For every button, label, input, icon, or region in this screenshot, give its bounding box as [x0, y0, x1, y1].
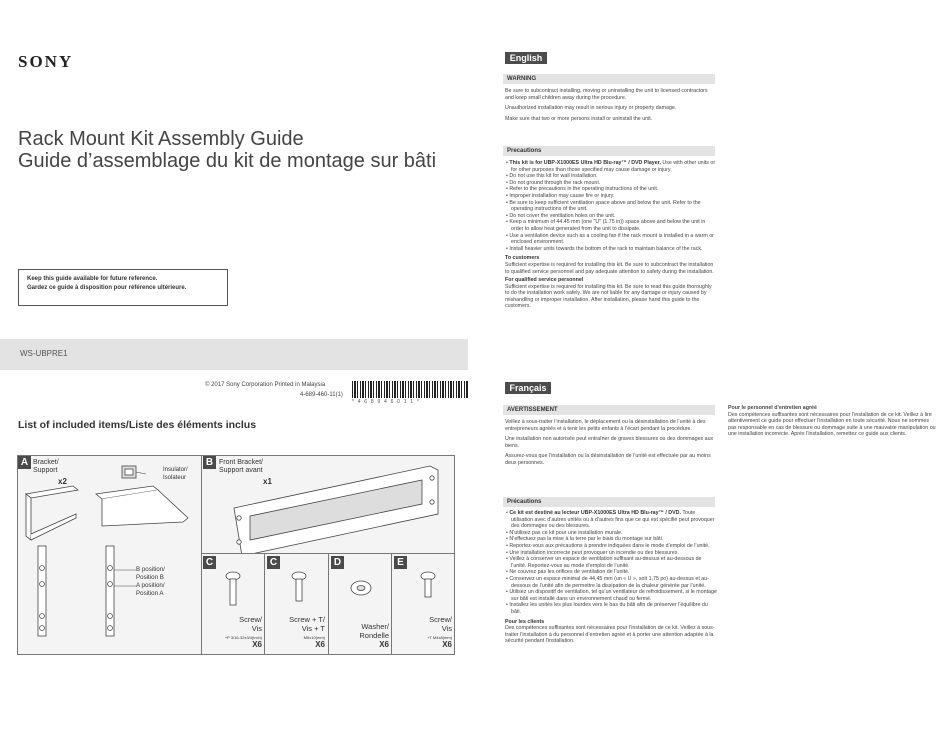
english-label: English	[505, 52, 547, 64]
part-c2-letter: C	[267, 556, 280, 569]
en-warning-text	[505, 88, 717, 126]
francais-label: Français	[505, 382, 551, 394]
part-e-name: Screw/ Vis	[429, 615, 452, 633]
fr-warning-1: Veillez à sous-traiter l’installation, le déplacement ou la désinstallation de l’unité à des entrepreneurs agréés et à tenir les petits enfants à l’écart pendant la procédure.	[505, 419, 706, 432]
barcode-text: * 4 6 8 9 4 6 0 1 1 *	[352, 399, 421, 405]
fr-personnel-block	[728, 405, 938, 438]
part-e-spec: +T M4x8(mm)	[427, 635, 452, 640]
en-precaution-item: • Keep a minimum of 44.45 mm (one "U" (1.75 in)) space above and below the unit in order to allow heat generated from the unit to dissipate.	[506, 219, 706, 232]
en-warning-title: WARNING	[503, 74, 715, 84]
fr-precaution-item: • Ne couvrez pas les orifices de ventilation de l’unité.	[506, 569, 630, 576]
screw-icon	[218, 570, 248, 610]
en-qualified-text: Sufficient expertise is required for installing this kit. Be sure to read this guide thoroughly to do the installation work safely. We are not liable for any damage or injury caused by mishandling or improper installation. After installation, please hand this guide to the customers.	[505, 283, 712, 310]
position-labels: B position/ Position B A position/ Position A	[136, 566, 165, 597]
part-b-qty: x1	[263, 477, 272, 486]
keep-guide-note	[18, 269, 228, 306]
part-a-name: Bracket/ Support	[33, 459, 59, 474]
fr-precautions-text	[505, 510, 717, 645]
sony-logo: SONY	[18, 52, 74, 71]
en-precaution-item: • Do not use this kit for wall installation.	[506, 173, 598, 180]
fr-personnel-text: Des compétences suffisantes sont nécessaires pour l’installation de ce kit. Veillez à lire attentivement ce guide pour effectuer l’installation en toute sécurité. Nous ne sommes pas responsable en cas de blessure ou dommage suite à une mauvaise manipulation ou une installation incorrecte. Après l’installation, remettez ce guide aux clients.	[728, 411, 936, 437]
en-customers-title: To customers	[505, 255, 540, 262]
part-c2-name: Screw + T/ Vis + T	[289, 615, 325, 633]
copyright: © 2017 Sony Corporation Printed in Malaysia	[205, 382, 326, 388]
part-c1-name: Screw/ Vis	[239, 615, 262, 633]
part-b-name: Front Bracket/ Support avant	[219, 459, 263, 474]
en-precautions-text	[505, 160, 717, 310]
fr-precaution-item: • N’effectuez pas la mise à la terre par le biais du montage sur bâti.	[506, 536, 664, 543]
bracket-icon	[18, 456, 201, 655]
fr-clients-title: Pour les clients	[505, 618, 545, 625]
fr-clients-text: Des compétences suffisantes sont nécessaires pour l’installation de ce kit. Veillez à sous-traiter l’installation à du personnel d’entretien agréé et à porter une attention adaptée à la sécurité pendant l’installation.	[505, 625, 715, 645]
fr-warning-2: Une installation non autorisée peut entraîner de graves blessures ou des dommages aux biens.	[505, 436, 714, 449]
part-c1-letter: C	[203, 556, 216, 569]
part-a-qty: x2	[58, 477, 67, 486]
fr-warning-text	[505, 419, 717, 471]
divider	[328, 553, 329, 655]
insulator-label: Insulator/ Isolateur	[163, 467, 188, 481]
en-precaution-item: • Use a ventilation device such as a cooling fan if the rack mount is installed in a warm or enclosed environment.	[506, 232, 714, 246]
part-c2-qty: X6	[315, 640, 325, 649]
en-precaution-item: • Do not ground through the rack mount.	[506, 179, 601, 186]
part-e-letter: E	[394, 556, 407, 569]
fr-precaution-item: • Conservez un espace minimal de 44,45 mm (un « U », soit 1,75 po) au-dessus et au-dessous de l’unité afin de permettre la dissipation de la chaleur générée par l’unité.	[506, 575, 709, 589]
model-band	[0, 339, 468, 370]
screw-t-icon	[284, 570, 314, 610]
part-d-qty: X6	[379, 640, 389, 649]
fr-warning-3: Assurez-vous que l’installation ou la désinstallation de l’unité est effectuée par au moins deux personnes.	[505, 453, 711, 466]
en-customers-text: Sufficient expertise is required for installing this kit. Be sure to subcontract the installation to qualified service personnel and pay adequate attention to safety during the installation.	[505, 261, 714, 275]
en-warning-1: Be sure to subcontract installing, moving or uninstalling the unit to licensed contractors and keep small children away during the procedure.	[505, 88, 708, 101]
fr-precaution-item: • Reportez-vous aux précautions à prendre indiquées dans le mode d’emploi de l’unité.	[506, 542, 710, 549]
fr-precaution-item: • Ce kit est destiné au lecteur UBP-X1000ES Ultra HD Blu-ray™ / DVD. Toute utilisation avec d’autres unités ou à d’autres fins que ce qui est spécifié peut provoquer des dommages ou des blessures.	[506, 510, 715, 530]
screw-e-icon	[413, 570, 443, 610]
part-b-letter: B	[203, 456, 216, 469]
en-qualified-title: For qualified service personnel	[505, 277, 584, 284]
keep-note-fr: Gardez ce guide à disposition pour référence ultérieure.	[27, 285, 187, 291]
fr-precaution-item: • Installez les unités les plus lourdes vers le bas du bâti afin de préserver l’équilibre du bâti.	[506, 602, 708, 615]
part-d-name: Washer/ Rondelle	[359, 622, 389, 640]
en-precaution-item: • Be sure to keep sufficient ventilation space above and below the unit. Refer to the operating instructions of the unit.	[506, 199, 701, 213]
divider	[391, 553, 392, 655]
keep-note-en: Keep this guide available for future reference.	[27, 276, 158, 282]
en-precaution-item: • Do not cover the ventilation holes on the unit.	[506, 212, 616, 219]
part-c2-spec: M5x10(mm)	[303, 635, 325, 640]
fr-precaution-item: • Une installation incorrecte peut provoquer un incendie ou des blessures.	[506, 549, 679, 556]
title-french: Guide d’assemblage du kit de montage sur bâti	[18, 150, 437, 172]
en-precaution-item: • Install heavier units towards the bottom of the rack to maintain balance of the rack.	[506, 245, 703, 252]
fr-precaution-item: • N’utilisez pas ce kit pour une installation murale.	[506, 529, 623, 536]
en-precautions-title: Precautions	[503, 146, 715, 156]
en-precaution-item: • This kit is for UBP-X1000ES Ultra HD Blu-ray™ / DVD Player. Use with other units or for other purposes than those specified may cause damage or injury.	[506, 160, 716, 173]
fr-personnel-title: Pour le personnel d’entretien agréé	[728, 405, 817, 411]
model-number: WS-UBPRE1	[20, 349, 68, 358]
washer-icon	[346, 578, 376, 598]
part-number: 4-689-460-11(1)	[300, 392, 343, 398]
divider	[264, 553, 265, 655]
barcode	[352, 381, 468, 398]
part-d-letter: D	[331, 556, 344, 569]
title-english: Rack Mount Kit Assembly Guide	[18, 128, 304, 150]
part-a-letter: A	[18, 456, 31, 469]
en-precaution-item: • Improper installation may cause fire or injury.	[506, 192, 615, 199]
part-c1-spec: +P 3/16-32x3/4(inch)	[224, 635, 262, 640]
fr-precautions-title: Précautions	[503, 497, 715, 507]
parts-diagram	[17, 455, 455, 655]
en-precaution-item: • Refer to the precautions in the operating instructions of the unit.	[506, 186, 659, 193]
included-items-title: List of included items/Liste des éléments inclus	[18, 419, 257, 431]
part-c1-qty: X6	[252, 640, 262, 649]
fr-precaution-item: • Veillez à conserver un espace de ventilation suffisant au-dessus et au-dessous de l’unité. Reportez-vous au mode d’emploi de l’unité.	[506, 556, 702, 569]
en-warning-3: Make sure that two or more persons install or uninstall the unit.	[505, 115, 653, 122]
front-bracket-icon	[202, 456, 455, 553]
part-e-qty: X6	[442, 640, 452, 649]
en-warning-2: Unauthorized installation may result in serious injury or property damage.	[505, 105, 677, 112]
fr-precaution-item: • Utilisez un dispositif de ventilation, tel qu’un ventilateur de refroidissement, si le montage sur bâti est installé dans un environnement chaud ou fermé.	[506, 589, 717, 602]
fr-warning-title: AVERTISSEMENT	[503, 405, 715, 415]
